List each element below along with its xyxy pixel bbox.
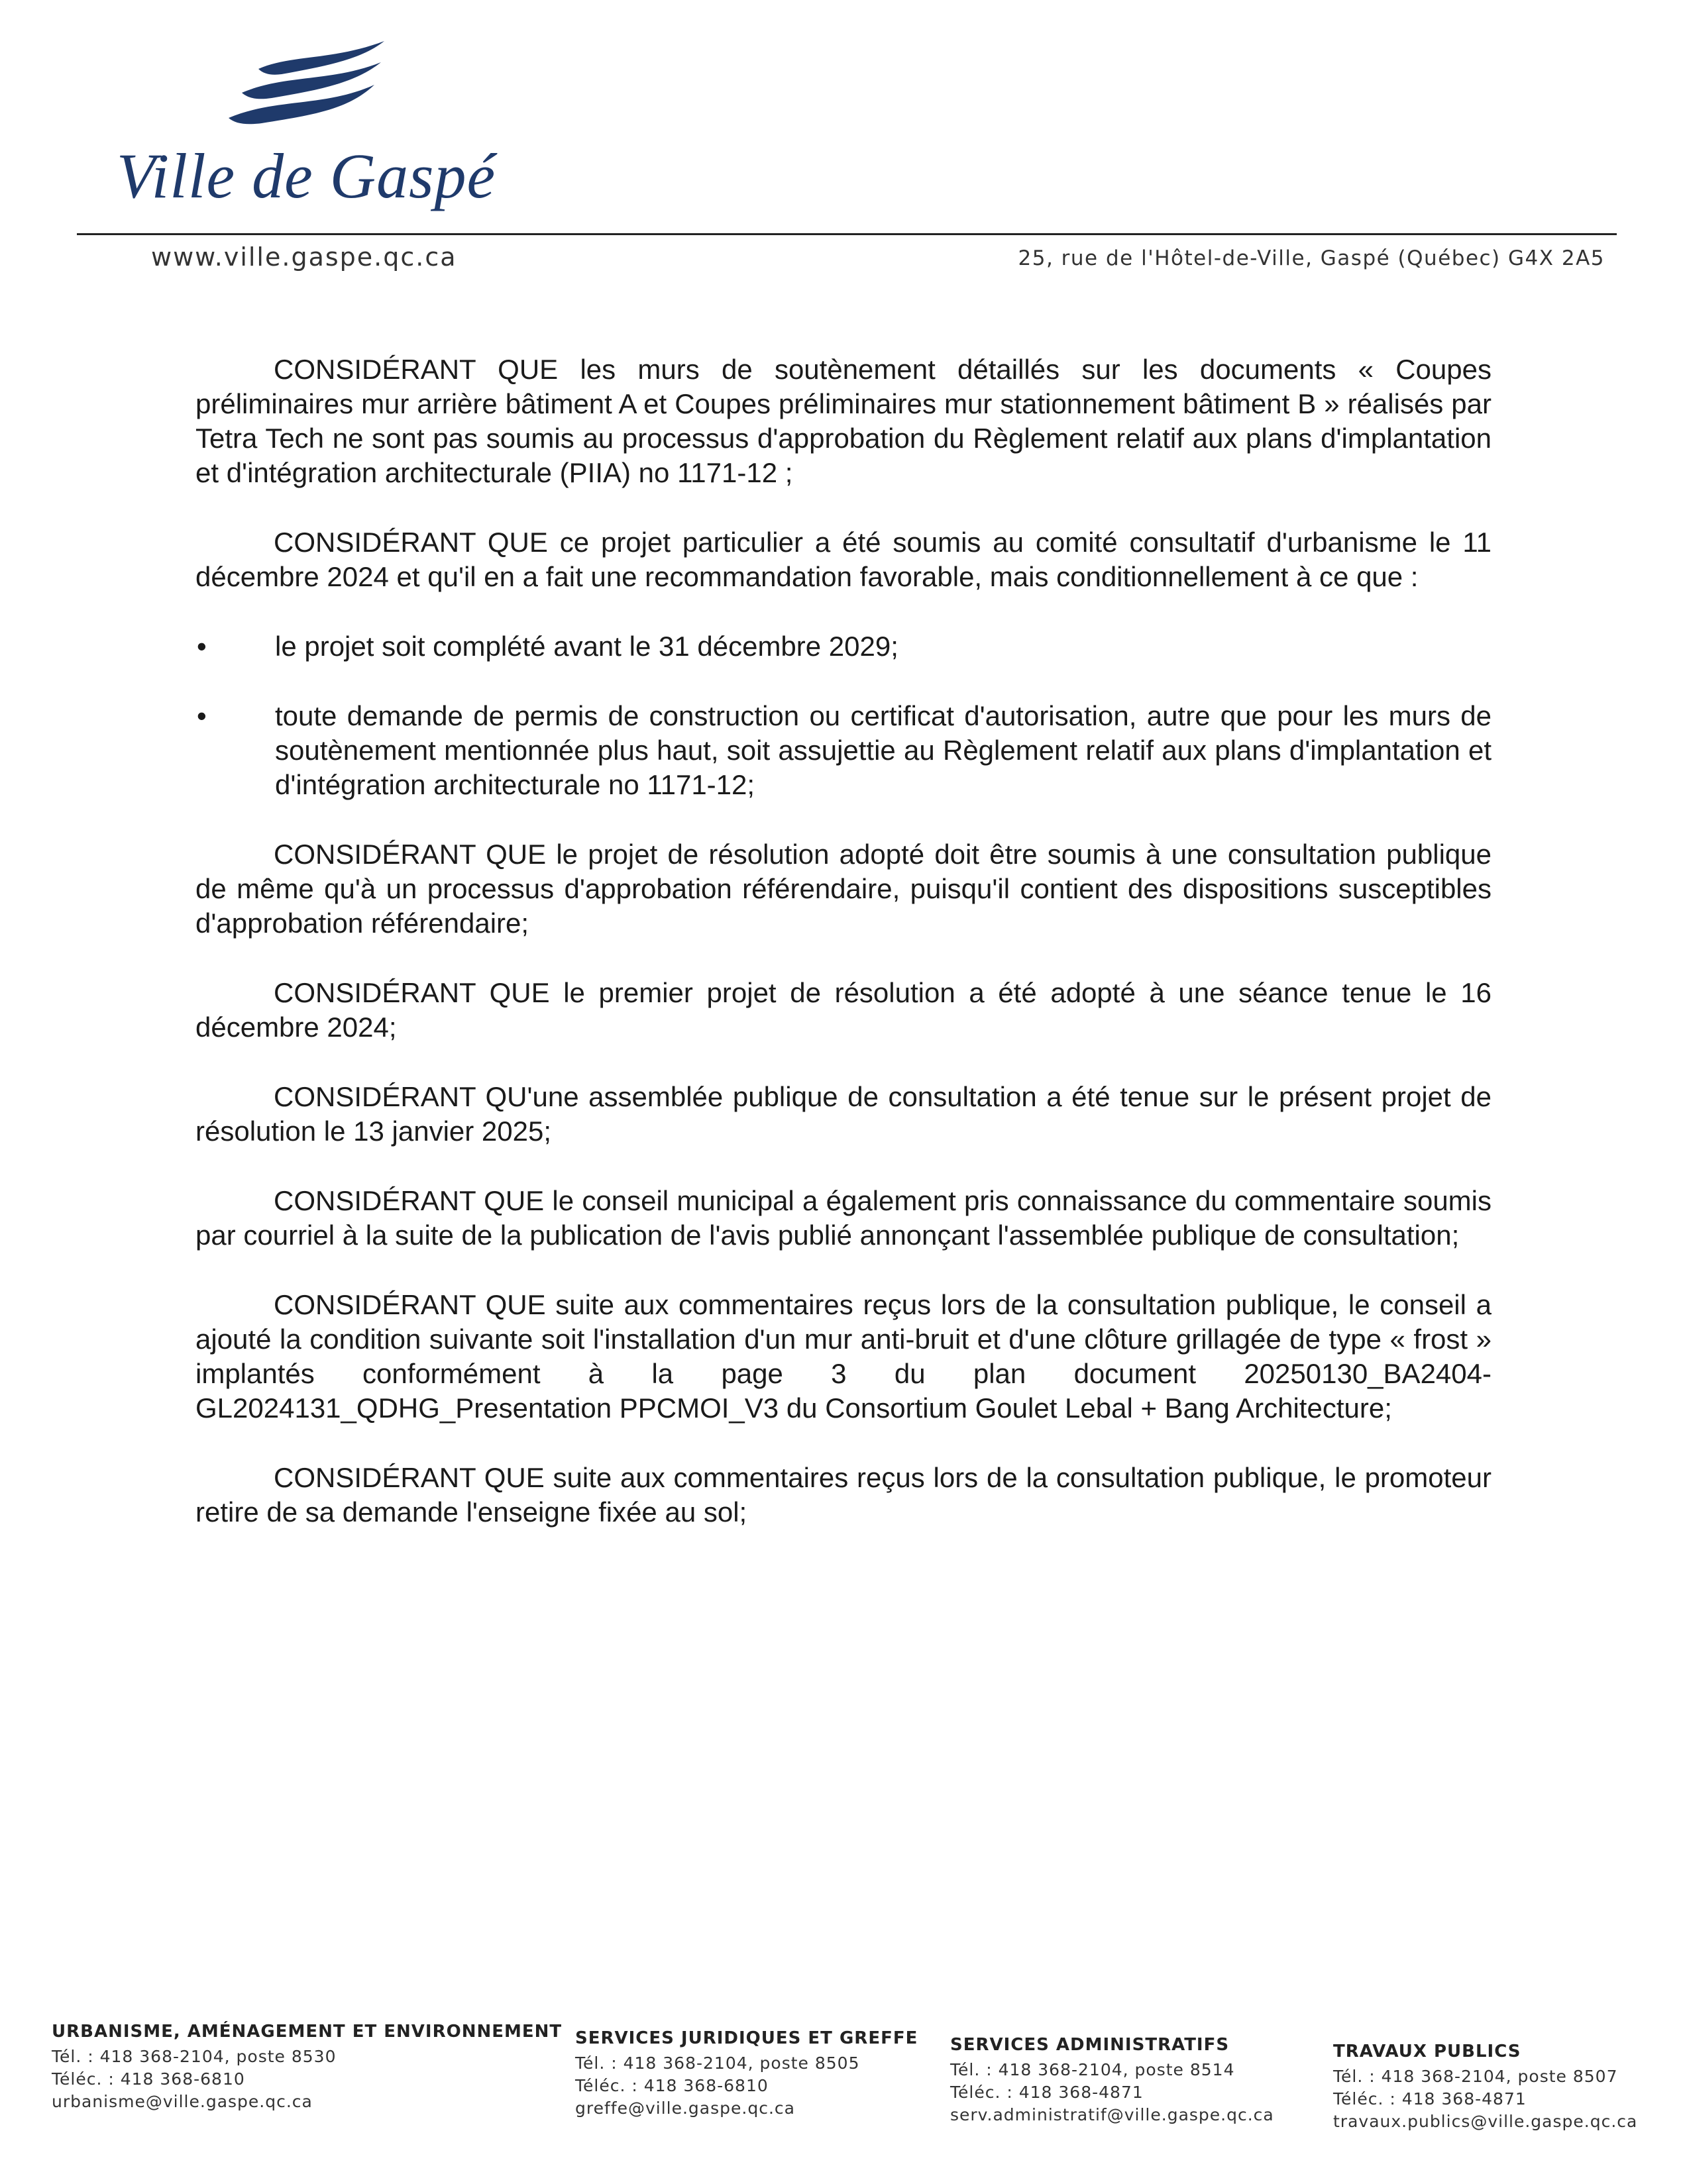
resolution-body [195, 352, 1492, 1565]
waves-logo-icon [219, 41, 391, 140]
footer-urbanisme-email[interactable]: urbanisme@ville.gaspe.qc.ca [52, 2092, 313, 2111]
footer-urbanisme-fax: Téléc. : 418 368-6810 [52, 2069, 245, 2089]
footer-travaux-tel: Tél. : 418 368-2104, poste 8507 [1333, 2067, 1618, 2086]
paragraph-ground-sign-withdrawn: CONSIDÉRANT QUE suite aux commentaires reçus lors de la consultation publique, le promoteur retire de sa demande l'enseigne fixée au sol; [195, 1462, 1492, 1528]
footer-juridiques [575, 2028, 918, 2120]
paragraph-first-draft-adopted: CONSIDÉRANT QUE le premier projet de résolution a été adopté à une séance tenue le 16 décembre 2024; [195, 977, 1492, 1043]
footer-urbanisme-tel: Tél. : 418 368-2104, poste 8530 [52, 2047, 337, 2066]
paragraph-public-consultation: CONSIDÉRANT QUE le projet de résolution adopté doit être soumis à une consultation publique de même qu'à un processus d'approbation référendaire, puisqu'il contient des dispositions susceptibles d'approbation référendaire; [195, 839, 1492, 939]
list-item [195, 629, 1492, 664]
footer-administratifs-tel: Tél. : 418 368-2104, poste 8514 [950, 2060, 1235, 2079]
footer-juridiques-email[interactable]: greffe@ville.gaspe.qc.ca [575, 2099, 795, 2118]
list-item [195, 699, 1492, 802]
footer-administratifs-title: SERVICES ADMINISTRATIFS [950, 2035, 1230, 2055]
paragraph-anti-noise-wall: CONSIDÉRANT QUE suite aux commentaires reçus lors de la consultation publique, le conseil a ajouté la condition suivante soit l'installation d'un mur anti-bruit et d'une clôture grillagée de type « frost » implantés conformément à la page 3 du plan document 20250130_BA2404-GL2024131_QDHG_Presentation PPCMOI_V3 du Consortium Goulet Lebal + Bang Architecture; [195, 1289, 1492, 1424]
condition-completion-date: le projet soit complété avant le 31 décembre 2029; [275, 631, 898, 662]
city-hall-address: 25, rue de l'Hôtel-de-Ville, Gaspé (Québec) G4X 2A5 [1018, 246, 1605, 270]
footer-urbanisme-title: URBANISME, AMÉNAGEMENT ET ENVIRONNEMENT [52, 2022, 563, 2042]
footer-juridiques-title: SERVICES JURIDIQUES ET GREFFE [575, 2028, 918, 2048]
website-link[interactable]: www.ville.gaspe.qc.ca [151, 242, 457, 272]
logo-wordmark: Ville de Gaspé [117, 140, 496, 211]
condition-permit-piia: toute demande de permis de construction ou certificat d'autorisation, autre que pour les murs de soutènement mentionnée plus haut, soit assujettie au Règlement relatif aux plans d'implantation et d'intégration architecturale no 1171-12; [275, 700, 1492, 800]
footer-urbanisme [52, 2022, 562, 2113]
paragraph-email-comment: CONSIDÉRANT QUE le conseil municipal a également pris connaissance du commentaire soumis par courriel à la suite de la publication de l'avis publié annonçant l'assemblée publique de consultation; [195, 1185, 1492, 1251]
paragraph-ccu-recommendation: CONSIDÉRANT QUE ce projet particulier a été soumis au comité consultatif d'urbanisme le 11 décembre 2024 et qu'il en a fait une recommandation favorable, mais conditionnellement à ce que : [195, 527, 1492, 592]
footer-travaux-email[interactable]: travaux.publics@ville.gaspe.qc.ca [1333, 2112, 1638, 2131]
footer-travaux-title: TRAVAUX PUBLICS [1333, 2042, 1521, 2061]
footer-administratifs-email[interactable]: serv.administratif@ville.gaspe.qc.ca [950, 2105, 1274, 2124]
paragraph-retaining-walls: CONSIDÉRANT QUE les murs de soutènement détaillés sur les documents « Coupes préliminaires mur arrière bâtiment A et Coupes préliminaires mur stationnement bâtiment B » réalisés par Tetra Tech ne sont pas soumis au processus d'approbation du Règlement relatif aux plans d'implantation et d'intégration architecturale (PIIA) no 1171-12 ; [195, 354, 1492, 488]
footer-juridiques-tel: Tél. : 418 368-2104, poste 8505 [575, 2054, 860, 2073]
bullet-icon: • [197, 631, 207, 662]
footer-travaux-fax: Téléc. : 418 368-4871 [1333, 2089, 1527, 2108]
footer-travaux [1333, 2042, 1637, 2133]
header-divider [77, 233, 1617, 235]
paragraph-public-assembly: CONSIDÉRANT QU'une assemblée publique de consultation a été tenue sur le présent projet de résolution le 13 janvier 2025; [195, 1081, 1492, 1147]
bullet-icon: • [197, 700, 207, 731]
footer-administratifs-fax: Téléc. : 418 368-4871 [950, 2083, 1144, 2102]
footer-administratifs [950, 2035, 1274, 2126]
footer-juridiques-fax: Téléc. : 418 368-6810 [575, 2076, 769, 2095]
